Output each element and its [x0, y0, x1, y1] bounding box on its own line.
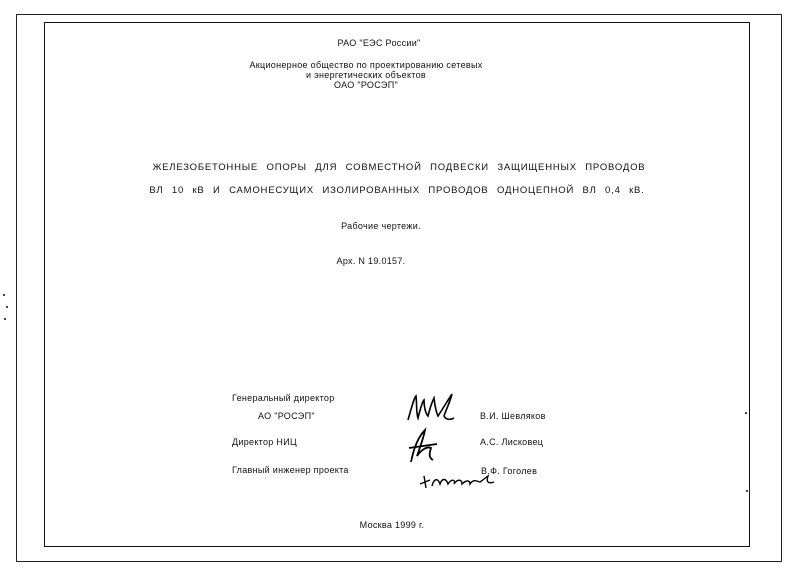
- gen-director-org: АО "РОСЭП": [258, 411, 315, 421]
- org-line-2: и энергетических объектов: [305, 70, 427, 80]
- org-line-3: ОАО "РОСЭП": [334, 80, 398, 90]
- signature-liskovets-icon: [403, 426, 443, 470]
- org-line-1: Акционерное общество по проектированию сетевых: [249, 60, 483, 70]
- city-year: Москва 1999 г.: [359, 520, 425, 530]
- scan-speck: [3, 294, 5, 296]
- gen-director-name: В.И. Шевляков: [480, 411, 546, 421]
- scan-speck: [4, 318, 6, 320]
- signature-shevlyakov-icon: [404, 392, 458, 428]
- scan-speck: [745, 412, 747, 414]
- org-top: РАО "ЕЭС России": [337, 38, 421, 48]
- chief-engineer-title: Главный инженер проекта: [232, 465, 349, 475]
- archive-number: Арх. N 19.0157.: [336, 256, 406, 266]
- gen-director-title: Генеральный директор: [232, 393, 335, 403]
- document-title-line-1: ЖЕЛЕЗОБЕТОННЫЕ ОПОРЫ ДЛЯ СОВМЕСТНОЙ ПОДВЕСКИ ЗАЩИЩЕННЫХ ПРОВОДОВ: [152, 162, 646, 173]
- document-title-line-2: ВЛ 10 кВ И САМОНЕСУЩИХ ИЗОЛИРОВАННЫХ ПРОВОДОВ ОДНОЦЕПНОЙ ВЛ 0,4 кВ.: [149, 185, 645, 196]
- inner-frame: [44, 22, 750, 547]
- nic-director-title: Директор НИЦ: [232, 437, 297, 447]
- scan-speck: [6, 306, 8, 308]
- chief-engineer-name: В.Ф. Гоголев: [481, 466, 538, 476]
- document-subtitle: Рабочие чертежи.: [341, 221, 421, 231]
- scan-speck: [746, 490, 748, 492]
- nic-director-name: А.С. Лисковец: [480, 437, 544, 447]
